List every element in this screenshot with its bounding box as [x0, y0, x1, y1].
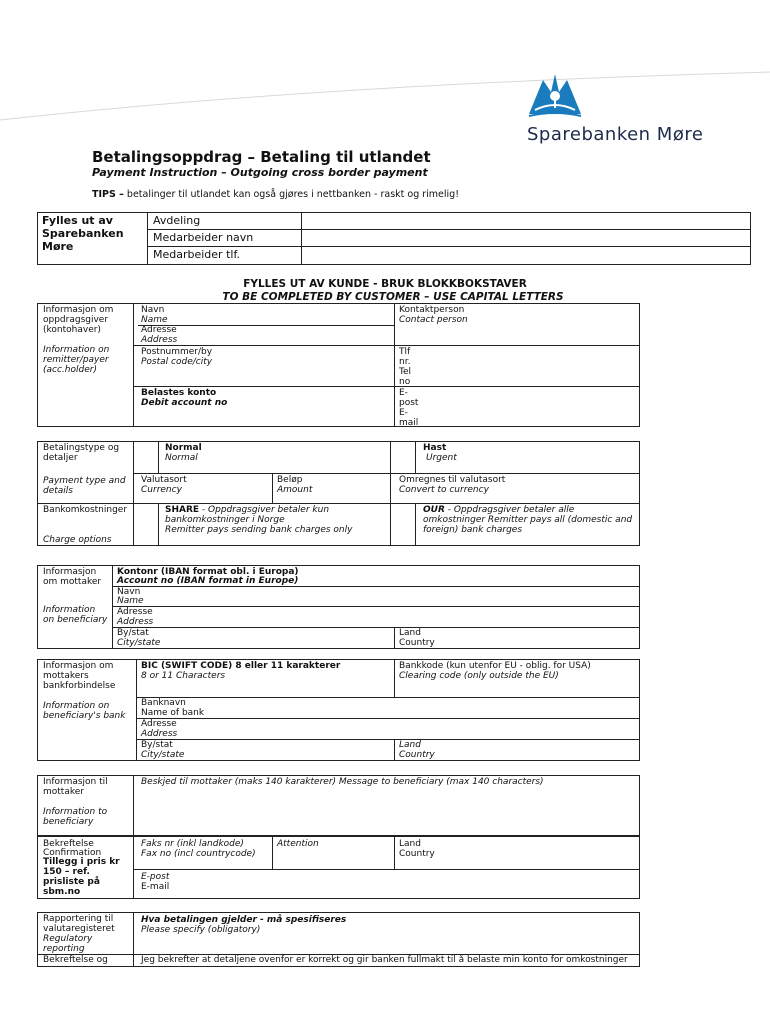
customer-header: FYLLES UT AV KUNDE - BRUK BLOKKBOKSTAVER	[243, 278, 527, 290]
email-label-2: post	[399, 398, 419, 408]
our-checkbox[interactable]	[391, 504, 414, 545]
remitter-label-en: Information on remitter/payer (acc.holder)	[43, 345, 110, 375]
reporting-label: Rapportering til valutaregisteret	[43, 914, 115, 934]
phone-label-3: Tel	[399, 367, 412, 377]
employee-phone-label: Medarbeider tlf.	[153, 248, 241, 261]
bank-box-label: Fylles ut av Sparebanken Møre	[42, 214, 124, 253]
normal-label: Normal	[165, 443, 202, 453]
confirmation-country-label-en: Country	[399, 849, 435, 859]
message-label-en: Information to beneficiary	[43, 807, 108, 827]
bank-info-label: Informasjon om mottakers bankforbindelse	[43, 661, 116, 691]
email-field[interactable]	[420, 387, 638, 426]
employee-name-label: Medarbeider navn	[153, 231, 254, 244]
confirm-footer-label: Bekreftelse og	[43, 955, 108, 965]
attention-label: Attention	[277, 839, 319, 849]
email-label-4: mail	[399, 418, 419, 428]
normal-label-en: Normal	[165, 453, 198, 463]
employee-phone-field[interactable]	[303, 247, 749, 264]
tips-line: TIPS – betalinger til utlandet kan også gjøres i nettbanken - raskt og rimelig!	[92, 189, 460, 200]
phone-label-4: no	[399, 377, 411, 387]
remitter-address-field[interactable]	[190, 326, 390, 344]
bank-address-label: Adresse	[141, 719, 177, 729]
bic-field[interactable]	[138, 682, 392, 696]
contact-person-label: Kontaktperson	[399, 305, 465, 315]
bank-address-label-en: Address	[141, 729, 178, 739]
currency-label-en: Currency	[141, 485, 182, 495]
sparebanken-logo-icon	[525, 66, 585, 122]
beneficiary-name-label-en: Name	[117, 596, 144, 606]
confirmation-label-en: Confirmation	[43, 848, 102, 858]
confirmation-country-field[interactable]	[450, 837, 638, 868]
our-option: OUR - Oppdragsgiver betaler alle omkostninger Remitter pays all (domestic and foreign) bank charges	[423, 505, 633, 535]
message-label: Informasjon til mottaker	[43, 777, 108, 797]
bank-city-field[interactable]	[190, 740, 392, 760]
share-checkbox[interactable]	[134, 504, 157, 545]
currency-field[interactable]	[200, 474, 270, 502]
confirmation-label: Bekreftelse	[43, 839, 94, 849]
debit-account-label-en: Debit account no	[141, 398, 228, 408]
employee-name-field[interactable]	[303, 230, 749, 245]
header-swoosh	[0, 60, 770, 130]
beneficiary-name-field[interactable]	[160, 587, 638, 605]
beneficiary-country-label-en: Country	[399, 638, 435, 648]
bank-country-field[interactable]	[440, 740, 638, 760]
account-no-field[interactable]	[310, 566, 638, 585]
bank-country-label-en: Country	[399, 750, 435, 760]
normal-checkbox[interactable]	[134, 442, 157, 472]
bank-name: Sparebanken Møre	[527, 124, 704, 145]
attention-field[interactable]	[274, 849, 392, 868]
remitter-address-label: Adresse	[141, 325, 177, 335]
contact-person-label-en: Contact person	[399, 315, 468, 325]
beneficiary-city-label-en: City/state	[117, 638, 161, 648]
reporting-label-en: Regulatory reporting	[43, 934, 93, 954]
customer-header-en: TO BE COMPLETED BY CUSTOMER – USE CAPITAL LETTERS	[222, 291, 564, 303]
confirmation-email-field[interactable]	[190, 870, 638, 898]
beneficiary-address-label: Adresse	[117, 607, 153, 617]
account-no-label: Kontonr (IBAN format obl. i Europa)	[117, 567, 299, 577]
convert-field[interactable]	[500, 474, 638, 502]
beneficiary-country-label: Land	[399, 628, 421, 638]
remitter-address-label-en: Address	[141, 335, 178, 345]
remitter-label: Informasjon om oppdragsgiver (kontohaver)	[43, 305, 114, 335]
charges-label: Bankomkostninger	[43, 505, 128, 515]
bank-name-field[interactable]	[210, 698, 638, 717]
bank-code-label-en: Clearing code (only outside the EU)	[399, 671, 559, 681]
share-option: SHARE - Oppdragsgiver betaler kun bankomkostninger i Norge Remitter pays sending bank charges only	[165, 505, 353, 535]
beneficiary-city-field[interactable]	[170, 628, 392, 648]
remitter-postal-label-en: Postal code/city	[141, 357, 213, 367]
bank-address-field[interactable]	[190, 719, 638, 738]
beneficiary-label: Informasjon om mottaker	[43, 567, 102, 587]
bic-label-en: 8 or 11 Characters	[141, 671, 226, 681]
amount-field[interactable]	[320, 474, 388, 502]
fax-label: Faks nr (inkl landkode)	[141, 839, 244, 849]
payment-type-label: Betalingstype og detaljer	[43, 443, 120, 463]
beneficiary-city-label: By/stat	[117, 628, 149, 638]
email-label-3: E-	[399, 408, 408, 418]
currency-label: Valutasort	[141, 475, 187, 485]
reporting-title: Hva betalingen gjelder - må spesifiseres	[141, 915, 347, 925]
phone-label-2: nr.	[399, 357, 411, 367]
page-subtitle: Payment Instruction – Outgoing cross border payment	[92, 166, 428, 179]
bank-code-field[interactable]	[396, 682, 638, 696]
convert-label-en: Convert to currency	[399, 485, 489, 495]
beneficiary-address-label-en: Address	[117, 617, 154, 627]
phone-label: Tlf	[399, 347, 411, 357]
branch-field[interactable]	[303, 213, 749, 228]
confirm-footer-text: Jeg bekrefter at detaljene ovenfor er korrekt og gir banken fullmakt til å belaste min konto for omkostninger	[141, 955, 628, 965]
email-label: E-	[399, 388, 408, 398]
confirmation-country-label: Land	[399, 839, 421, 849]
bank-name-label: Banknavn	[141, 698, 186, 708]
fax-field[interactable]	[136, 859, 270, 868]
urgent-label-en: Urgent	[426, 453, 457, 463]
contact-person-field[interactable]	[470, 304, 638, 344]
debit-account-label: Belastes konto	[141, 388, 217, 398]
payment-type-label-en: Payment type and details	[43, 476, 126, 496]
beneficiary-country-field[interactable]	[440, 628, 638, 648]
bank-city-label: By/stat	[141, 740, 173, 750]
branch-label: Avdeling	[153, 214, 201, 227]
beneficiary-name-label: Navn	[117, 587, 141, 597]
bank-name-label-en: Name of bank	[141, 708, 205, 718]
beneficiary-address-field[interactable]	[170, 607, 638, 626]
bank-info-label-en: Information on beneficiary's bank	[43, 701, 126, 721]
bank-city-label-en: City/state	[141, 750, 185, 760]
fax-label-en: Fax no (incl countrycode)	[141, 849, 256, 859]
amount-label: Beløp	[277, 475, 303, 485]
convert-label: Omregnes til valutasort	[399, 475, 506, 485]
remitter-name-label: Navn	[141, 305, 165, 315]
remitter-postal-label: Postnummer/by	[141, 347, 213, 357]
urgent-label: Hast	[423, 443, 447, 453]
charges-label-en: Charge options	[43, 535, 112, 545]
confirmation-email-label-en: E-mail	[141, 882, 170, 892]
message-prompt: Beskjed til mottaker (maks 140 karakterer) Message to beneficiary (max 140 characters)	[141, 777, 544, 787]
bank-country-label: Land	[399, 740, 421, 750]
remitter-name-label-en: Name	[141, 315, 168, 325]
reporting-subtitle: Please specify (obligatory)	[141, 925, 261, 935]
urgent-checkbox[interactable]	[391, 442, 414, 472]
amount-label-en: Amount	[277, 485, 313, 495]
bic-label: BIC (SWIFT CODE) 8 eller 11 karakterer	[141, 661, 341, 671]
confirmation-email-label: E-post	[141, 872, 170, 882]
message-field[interactable]	[136, 789, 640, 837]
account-no-label-en: Account no (IBAN format in Europe)	[117, 576, 299, 586]
phone-field[interactable]	[420, 346, 638, 385]
reporting-field[interactable]	[136, 936, 636, 953]
remitter-postal-field[interactable]	[240, 346, 390, 385]
debit-account-field[interactable]	[240, 387, 390, 426]
bank-code-label: Bankkode (kun utenfor EU - oblig. for USA)	[399, 661, 591, 671]
beneficiary-label-en: Information on beneficiary	[43, 605, 108, 625]
page-title: Betalingsoppdrag – Betaling til utlandet	[92, 148, 431, 166]
remitter-name-field[interactable]	[190, 304, 390, 324]
confirmation-fee: Tillegg i pris kr 150 – ref. prisliste på sbm.no	[43, 857, 120, 897]
